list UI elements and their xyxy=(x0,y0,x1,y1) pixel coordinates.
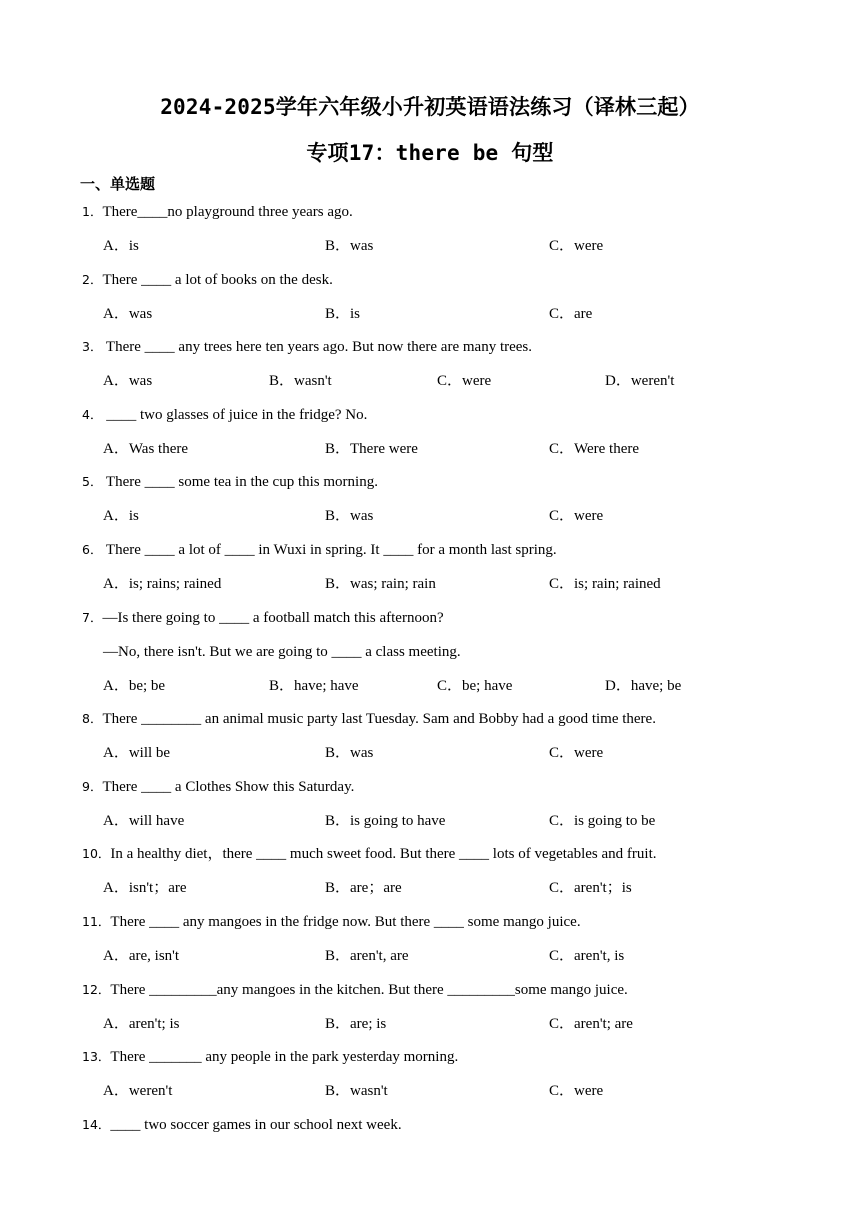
option-text: There were xyxy=(350,441,418,457)
option-letter: B． xyxy=(325,813,351,829)
option-text: were xyxy=(574,1083,604,1099)
option-b[interactable] xyxy=(325,743,373,763)
option-b[interactable] xyxy=(325,811,445,831)
option-letter: A． xyxy=(103,948,129,964)
option-c[interactable] xyxy=(549,236,603,256)
option-text: is; rain; rained xyxy=(574,576,661,592)
option-letter: A． xyxy=(103,745,129,761)
option-text: are；are xyxy=(350,880,402,896)
option-letter: B． xyxy=(325,745,351,761)
option-letter: B． xyxy=(325,1083,351,1099)
option-text: wasn't xyxy=(294,373,332,389)
option-letter: C． xyxy=(437,373,463,389)
option-text: were xyxy=(574,745,604,761)
option-text: is; rains; rained xyxy=(128,576,222,592)
option-b[interactable] xyxy=(325,304,360,324)
option-letter: D． xyxy=(605,373,631,389)
question-5 xyxy=(82,472,378,492)
option-d[interactable] xyxy=(605,371,674,391)
option-c[interactable] xyxy=(549,946,624,966)
question-number: 2． xyxy=(82,272,103,287)
option-text: were xyxy=(574,238,604,254)
question-text: There _________any mangoes in the kitchen. But there _________some mango juice. xyxy=(110,982,628,998)
option-text: are xyxy=(574,306,593,322)
option-text: have; have xyxy=(294,678,359,694)
option-letter: C． xyxy=(549,576,575,592)
question-number: 8． xyxy=(82,711,103,726)
option-a[interactable] xyxy=(103,1081,172,1101)
option-letter: A． xyxy=(103,508,129,524)
option-a[interactable] xyxy=(103,811,184,831)
question-12 xyxy=(82,980,628,1000)
page-subtitle: 专项17：there be 句型 xyxy=(306,141,554,165)
question-number: 10． xyxy=(82,846,111,861)
option-text: isn't；are xyxy=(128,880,187,896)
option-text: was xyxy=(350,238,374,254)
option-text: was; rain; rain xyxy=(350,576,436,592)
option-a[interactable] xyxy=(103,304,152,324)
question-14 xyxy=(82,1115,402,1135)
option-b[interactable] xyxy=(325,439,418,459)
option-c[interactable] xyxy=(437,371,491,391)
option-a[interactable] xyxy=(103,439,188,459)
question-11 xyxy=(82,912,581,932)
option-letter: A． xyxy=(103,1016,129,1032)
question-6 xyxy=(82,540,557,560)
question-13 xyxy=(82,1047,458,1067)
option-letter: C． xyxy=(549,745,575,761)
question-9 xyxy=(82,777,354,797)
option-letter: C． xyxy=(549,880,575,896)
question-number: 7． xyxy=(82,610,103,625)
option-letter: B． xyxy=(325,880,351,896)
option-a[interactable] xyxy=(103,506,139,526)
option-c[interactable] xyxy=(549,1081,603,1101)
option-letter: B． xyxy=(269,373,295,389)
option-text: is going to have xyxy=(350,813,446,829)
option-text: be; be xyxy=(128,678,166,694)
option-letter: A． xyxy=(103,373,129,389)
option-letter: C． xyxy=(549,1083,575,1099)
option-text: wasn't xyxy=(350,1083,388,1099)
option-b[interactable] xyxy=(325,236,373,256)
question-text: There ____ any mangoes in the fridge now. But there ____ some mango juice. xyxy=(110,914,581,930)
option-a[interactable] xyxy=(103,1014,179,1034)
question-1 xyxy=(82,202,353,222)
option-letter: A． xyxy=(103,441,129,457)
question-3 xyxy=(82,337,532,357)
question-text: There ________ an animal music party last Tuesday. Sam and Bobby had a good time there. xyxy=(102,711,656,727)
option-letter: D． xyxy=(605,678,631,694)
option-c[interactable] xyxy=(549,574,661,594)
option-letter: B． xyxy=(325,508,351,524)
question-number: 3． xyxy=(82,339,103,354)
option-c[interactable] xyxy=(549,506,603,526)
section-heading: 一、单选题 xyxy=(80,175,156,193)
option-b[interactable] xyxy=(269,371,332,391)
option-letter: A． xyxy=(103,813,129,829)
option-letter: B． xyxy=(325,238,351,254)
question-number: 4． xyxy=(82,407,103,422)
option-a[interactable] xyxy=(103,236,139,256)
option-text: were xyxy=(462,373,492,389)
question-number: 9． xyxy=(82,779,103,794)
option-c[interactable] xyxy=(549,743,603,763)
question-text: There ____ a Clothes Show this Saturday. xyxy=(102,779,355,795)
option-text: was xyxy=(350,745,374,761)
question-number: 11． xyxy=(82,914,111,929)
option-b[interactable] xyxy=(325,946,409,966)
option-letter: B． xyxy=(325,306,351,322)
option-c[interactable] xyxy=(549,878,632,898)
option-b[interactable] xyxy=(325,1081,388,1101)
question-text: —Is there going to ____ a football match this afternoon? xyxy=(102,610,444,626)
option-text: was xyxy=(128,373,153,389)
option-text: weren't xyxy=(630,373,675,389)
option-d[interactable] xyxy=(605,676,681,696)
option-text: aren't; are xyxy=(574,1016,633,1032)
option-letter: A． xyxy=(103,306,129,322)
question-text: ____ two soccer games in our school next week. xyxy=(110,1117,402,1133)
question-number: 1． xyxy=(82,204,103,219)
question-7 xyxy=(82,608,444,628)
option-letter: B． xyxy=(325,948,351,964)
option-b[interactable] xyxy=(325,506,373,526)
option-letter: A． xyxy=(103,1083,129,1099)
question-text: ____ two glasses of juice in the fridge? No. xyxy=(102,407,368,423)
question-number: 5． xyxy=(82,474,103,489)
option-text: is going to be xyxy=(574,813,656,829)
question-text: There ____ some tea in the cup this morning. xyxy=(102,474,378,490)
option-text: were xyxy=(574,508,604,524)
option-c[interactable] xyxy=(549,1014,633,1034)
option-b[interactable] xyxy=(325,1014,386,1034)
option-text: is xyxy=(128,508,139,524)
option-letter: C． xyxy=(549,813,575,829)
option-a[interactable] xyxy=(103,878,187,898)
option-text: aren't, is xyxy=(574,948,625,964)
option-text: is xyxy=(128,238,139,254)
option-c[interactable] xyxy=(549,304,592,324)
option-text: Were there xyxy=(574,441,640,457)
option-b[interactable] xyxy=(325,878,402,898)
question-text: There____no playground three years ago. xyxy=(102,204,353,220)
question-4 xyxy=(82,405,367,425)
question-text: There ____ any trees here ten years ago. But now there are many trees. xyxy=(102,339,533,355)
option-text: aren't, are xyxy=(350,948,409,964)
option-letter: C． xyxy=(437,678,463,694)
question-text: There ____ a lot of books on the desk. xyxy=(102,272,333,288)
option-letter: A． xyxy=(103,678,129,694)
page-title: 2024-2025学年六年级小升初英语语法练习（译林三起） xyxy=(160,95,700,119)
option-text: Was there xyxy=(128,441,189,457)
question-number: 13． xyxy=(82,1049,111,1064)
option-text: be; have xyxy=(462,678,513,694)
option-text: aren't；is xyxy=(574,880,632,896)
option-letter: C． xyxy=(549,441,575,457)
option-a[interactable] xyxy=(103,574,221,594)
option-text: weren't xyxy=(128,1083,173,1099)
option-letter: C． xyxy=(549,306,575,322)
question-2 xyxy=(82,270,333,290)
question-number: 14． xyxy=(82,1117,111,1132)
option-c[interactable] xyxy=(437,676,512,696)
option-a[interactable] xyxy=(103,743,170,763)
option-text: will be xyxy=(128,745,171,761)
question-10 xyxy=(82,844,657,864)
option-text: have; be xyxy=(630,678,682,694)
option-letter: A． xyxy=(103,576,129,592)
option-letter: B． xyxy=(269,678,295,694)
option-letter: C． xyxy=(549,238,575,254)
option-a[interactable] xyxy=(103,946,179,966)
option-c[interactable] xyxy=(549,811,655,831)
option-letter: A． xyxy=(103,238,129,254)
option-b[interactable] xyxy=(325,574,436,594)
option-a[interactable] xyxy=(103,371,152,391)
question-text-line2: —No, there isn't. But we are going to ____ a class meeting. xyxy=(103,644,461,660)
option-letter: A． xyxy=(103,880,129,896)
question-8 xyxy=(82,709,656,729)
option-a[interactable] xyxy=(103,676,165,696)
question-number: 6． xyxy=(82,542,103,557)
option-b[interactable] xyxy=(269,676,359,696)
option-letter: B． xyxy=(325,441,351,457)
option-text: was xyxy=(350,508,374,524)
question-text: In a healthy diet，there ____ much sweet food. But there ____ lots of vegetables and fruit. xyxy=(110,846,657,862)
option-text: aren't; is xyxy=(128,1016,180,1032)
question-number: 12． xyxy=(82,982,111,997)
option-text: is xyxy=(350,306,361,322)
option-c[interactable] xyxy=(549,439,639,459)
question-text: There _______ any people in the park yesterday morning. xyxy=(110,1049,459,1065)
option-text: are; is xyxy=(350,1016,387,1032)
option-letter: C． xyxy=(549,508,575,524)
option-text: are, isn't xyxy=(128,948,180,964)
option-text: was xyxy=(128,306,153,322)
option-letter: C． xyxy=(549,948,575,964)
option-letter: C． xyxy=(549,1016,575,1032)
option-letter: B． xyxy=(325,1016,351,1032)
option-letter: B． xyxy=(325,576,351,592)
option-text: will have xyxy=(128,813,185,829)
question-text: There ____ a lot of ____ in Wuxi in spring. It ____ for a month last spring. xyxy=(102,542,557,558)
